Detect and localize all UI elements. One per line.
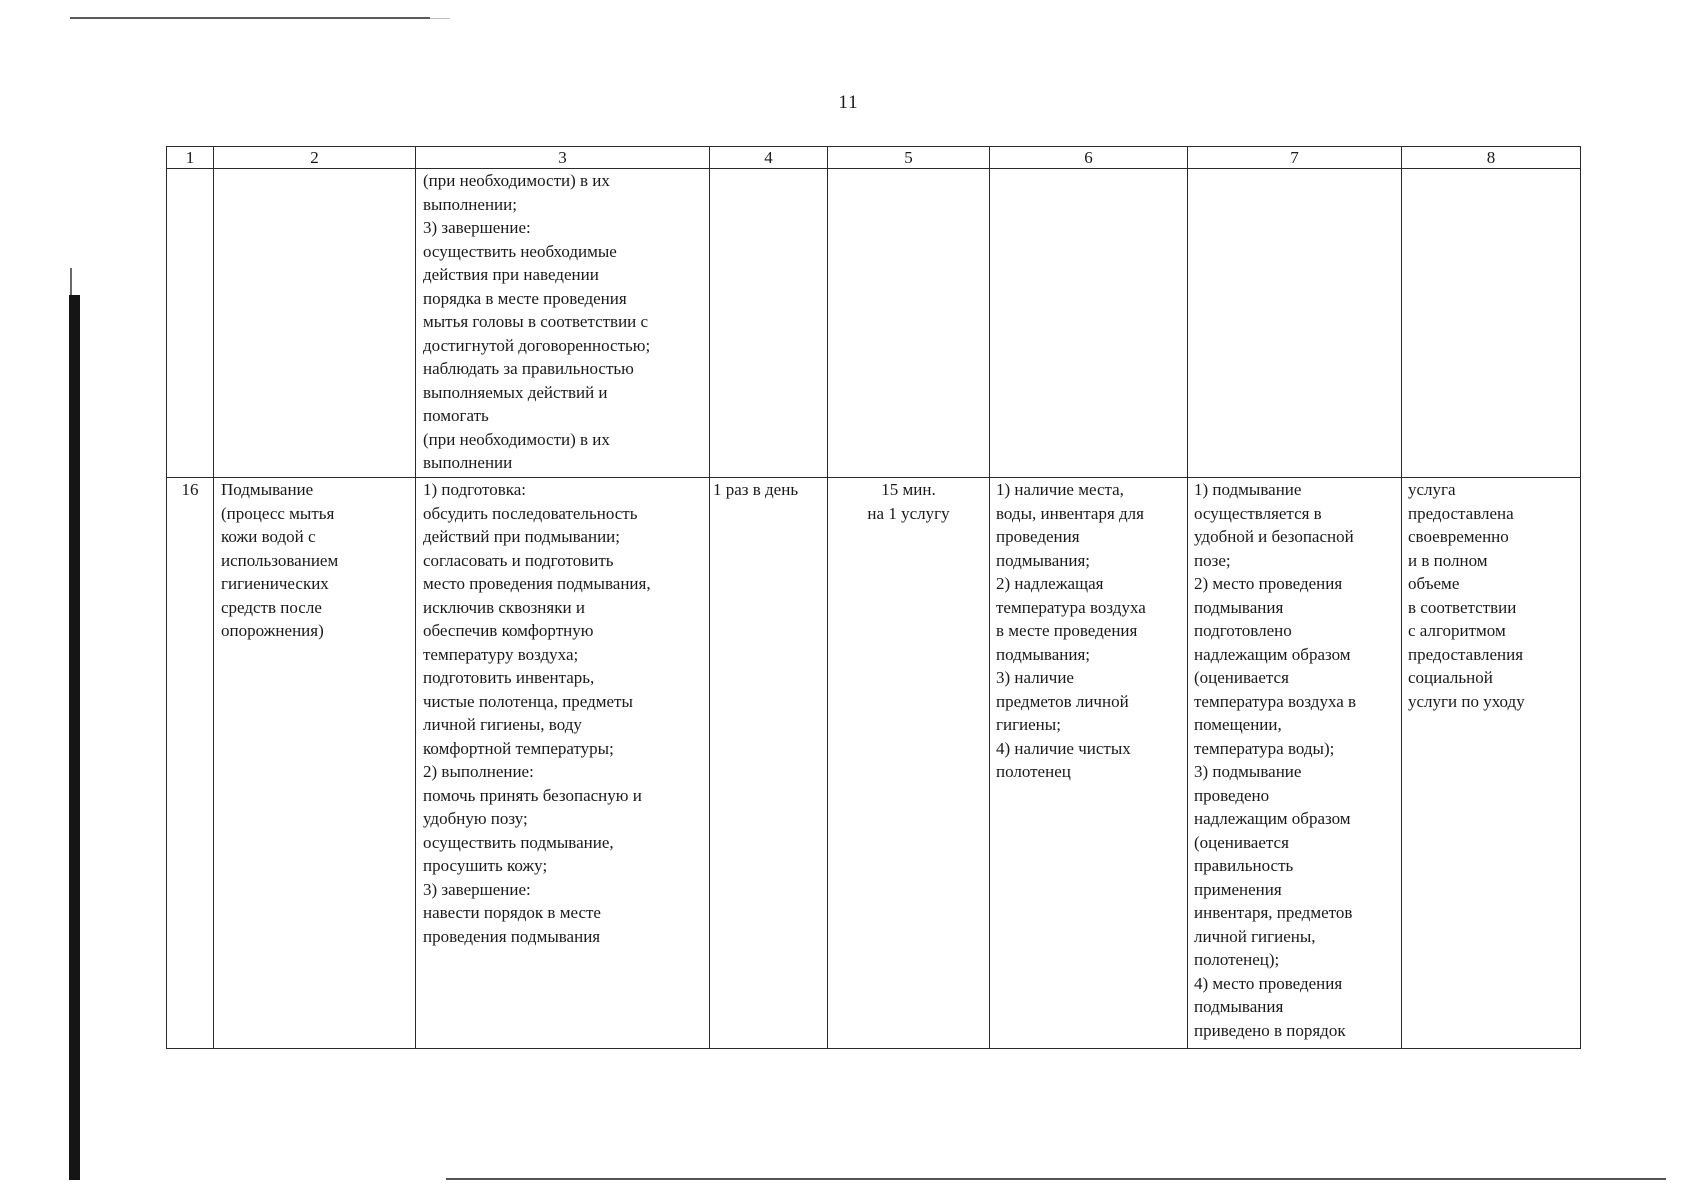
scan-edge-line-top-faint bbox=[430, 18, 450, 19]
column-number-4: 4 bbox=[710, 147, 828, 169]
cell-row-number bbox=[167, 169, 214, 478]
column-number-2: 2 bbox=[214, 147, 416, 169]
cell-duration bbox=[828, 169, 990, 478]
scan-edge-line-top bbox=[70, 17, 430, 19]
column-number-3: 3 bbox=[416, 147, 710, 169]
table-row-16 bbox=[167, 478, 1581, 1049]
cell-quality-indicators: 1) подмывание осуществляется в удобной и безопасной позе; 2) место проведения подмывания подготовлено надлежащим образом (оценивается температура воздуха в помещении, температура воды); 3) подмывание проведено надлежащим образом (оценивается правильность применения инвентаря, предметов личной гигиены, полотенец); 4) место проведения подмывания приведено в порядок bbox=[1188, 478, 1402, 1049]
cell-duration: 15 мин. на 1 услугу bbox=[828, 478, 990, 1049]
column-number-row bbox=[167, 147, 1581, 169]
cell-service-name bbox=[214, 169, 416, 478]
cell-evaluation: услуга предоставлена своевременно и в полном объеме в соответствии с алгоритмом предоставления социальной услуги по уходу bbox=[1402, 478, 1581, 1049]
cell-conditions bbox=[990, 169, 1188, 478]
page-number: 11 bbox=[838, 92, 859, 113]
column-number-5: 5 bbox=[828, 147, 990, 169]
column-number-7: 7 bbox=[1188, 147, 1402, 169]
scan-edge-bar-left-thin bbox=[70, 268, 72, 298]
column-number-6: 6 bbox=[990, 147, 1188, 169]
cell-service-name: Подмывание (процесс мытья кожи водой с использованием гигиенических средств после опорожнения) bbox=[214, 478, 416, 1049]
cell-service-description: (при необходимости) в их выполнении; 3) завершение: осуществить необходимые действия при наведении порядка в месте проведения мытья головы в соответствии с достигнутой договоренностью; наблюдать за правильностью выполняемых действий и помогать (при необходимости) в их выполнении bbox=[416, 169, 710, 478]
cell-service-description: 1) подготовка: обсудить последовательность действий при подмывании; согласовать и подготовить место проведения подмывания, исключив сквозняки и обеспечив комфортную температуру воздуха; подготовить инвентарь, чистые полотенца, предметы личной гигиены, воду комфортной температуры; 2) выполнение: помочь принять безопасную и удобную позу; осуществить подмывание, просушить кожу; 3) завершение: навести порядок в месте проведения подмывания bbox=[416, 478, 710, 1049]
cell-frequency bbox=[710, 169, 828, 478]
scan-edge-bar-left bbox=[69, 295, 80, 1180]
cell-evaluation bbox=[1402, 169, 1581, 478]
column-number-1: 1 bbox=[167, 147, 214, 169]
cell-row-number: 16 bbox=[167, 478, 214, 1049]
column-number-8: 8 bbox=[1402, 147, 1581, 169]
cell-frequency: 1 раз в день bbox=[710, 478, 828, 1049]
scan-edge-line-bottom bbox=[446, 1178, 1666, 1180]
service-standards-table bbox=[166, 146, 1581, 1049]
cell-conditions: 1) наличие места, воды, инвентаря для проведения подмывания; 2) надлежащая температура воздуха в месте проведения подмывания; 3) наличие предметов личной гигиены; 4) наличие чистых полотенец bbox=[990, 478, 1188, 1049]
table-row-continuation bbox=[167, 169, 1581, 478]
cell-quality-indicators bbox=[1188, 169, 1402, 478]
